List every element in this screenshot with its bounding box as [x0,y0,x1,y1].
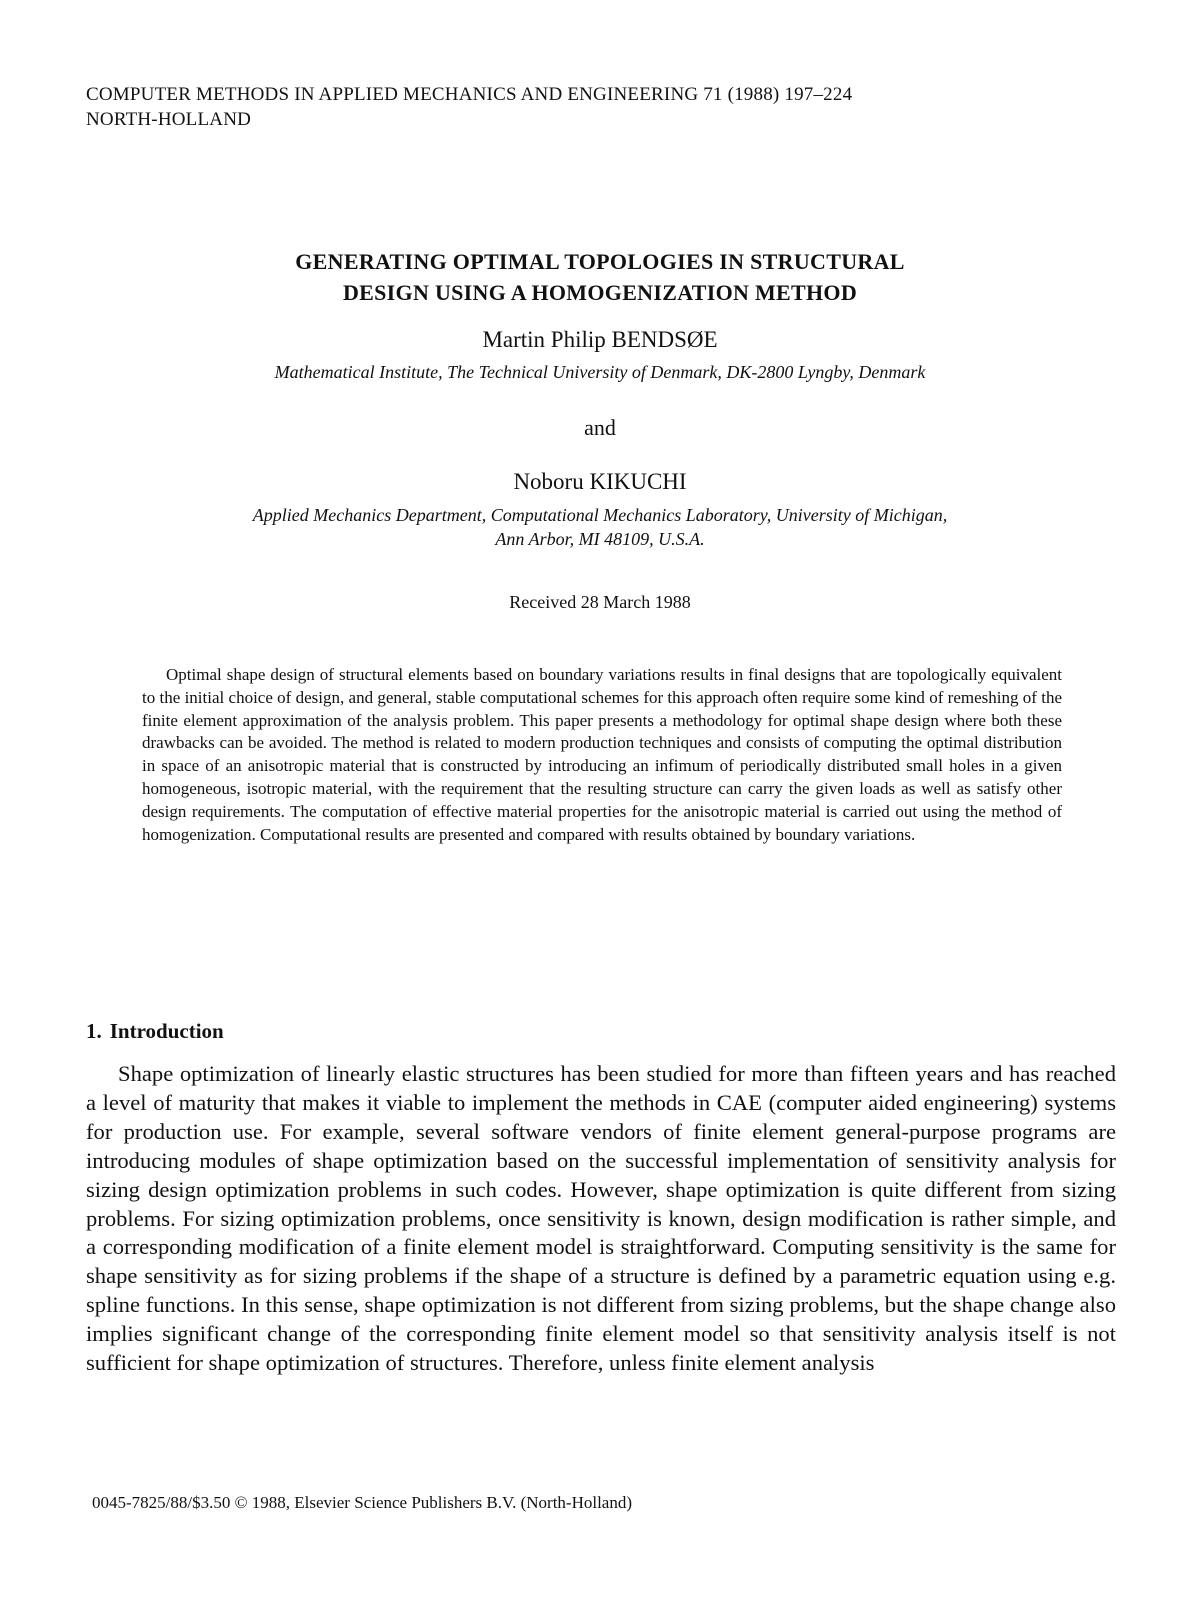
author-1-name: Martin Philip BENDSØE [482,327,718,352]
author-2-name: Noboru KIKUCHI [513,469,687,494]
author-1-affiliation-line-1: Mathematical Institute, The Technical University of Denmark, DK-2800 Lyngby, Denmark [274,362,926,382]
author-2-affiliation [0,503,1200,551]
section-number: 1. [86,1019,102,1043]
paper-title-line-1: GENERATING OPTIMAL TOPOLOGIES IN STRUCTURAL [295,249,905,274]
author-2-affiliation-line-1: Applied Mechanics Department, Computational Mechanics Laboratory, University of Michigan, [252,505,948,525]
journal-header [86,82,852,132]
journal-citation: COMPUTER METHODS IN APPLIED MECHANICS AND ENGINEERING 71 (1988) 197–224 [86,84,853,105]
paper-title [0,246,1200,308]
publisher-name: NORTH-HOLLAND [86,109,252,130]
section-heading [86,1019,224,1044]
introduction-paragraph: Shape optimization of linearly elastic structures has been studied for more than fifteen years and has reached a level of maturity that makes it viable to implement the methods in CAE (computer aided engineering) systems for production use. For example, several software vendors of finite element general-purpose programs are introducing modules of shape optimization based on the successful implementation of sensitivity analysis for sizing design optimization problems in such codes. However, shape optimization is quite different from sizing problems. For sizing optimization problems, once sensitivity is known, design modification is rather simple, and a corresponding modification of a finite element model is straightforward. Computing sensitivity is the same for shape sensitivity as for sizing problems if the shape of a structure is defined by a parametric equation using e.g. spline functions. In this sense, shape optimization is not different from sizing problems, but the shape change also implies significant change of the corresponding finite element model so that sensitivity analysis itself is not sufficient for shape optimization of structures. Therefore, unless finite element analysis [86,1061,1116,1376]
paper-title-line-2: DESIGN USING A HOMOGENIZATION METHOD [342,280,858,305]
author-2-affiliation-line-2: Ann Arbor, MI 48109, U.S.A. [495,529,705,549]
copyright-footer: 0045-7825/88/$3.50 © 1988, Elsevier Science Publishers B.V. (North-Holland) [92,1493,633,1512]
author-conjunction: and [584,415,616,440]
author-1-affiliation [0,360,1200,384]
section-title: Introduction [109,1019,224,1043]
received-date: Received 28 March 1988 [509,592,691,612]
abstract: Optimal shape design of structural elements based on boundary variations results in final designs that are topologically equivalent to the initial choice of design, and general, stable computational schemes for this approach often require some kind of remeshing of the finite element approximation of the analysis problem. This paper presents a methodology for optimal shape design where both these drawbacks can be avoided. The method is related to modern production techniques and consists of computing the optimal distribution in space of an anisotropic material that is constructed by introducing an infimum of periodically distributed small holes in a given homogeneous, isotropic material, with the requirement that the resulting structure can carry the given loads as well as satisfy other design requirements. The computation of effective material properties for the anisotropic material is carried out using the method of homogenization. Computational results are presented and compared with results obtained by boundary variations. [142,665,1062,844]
